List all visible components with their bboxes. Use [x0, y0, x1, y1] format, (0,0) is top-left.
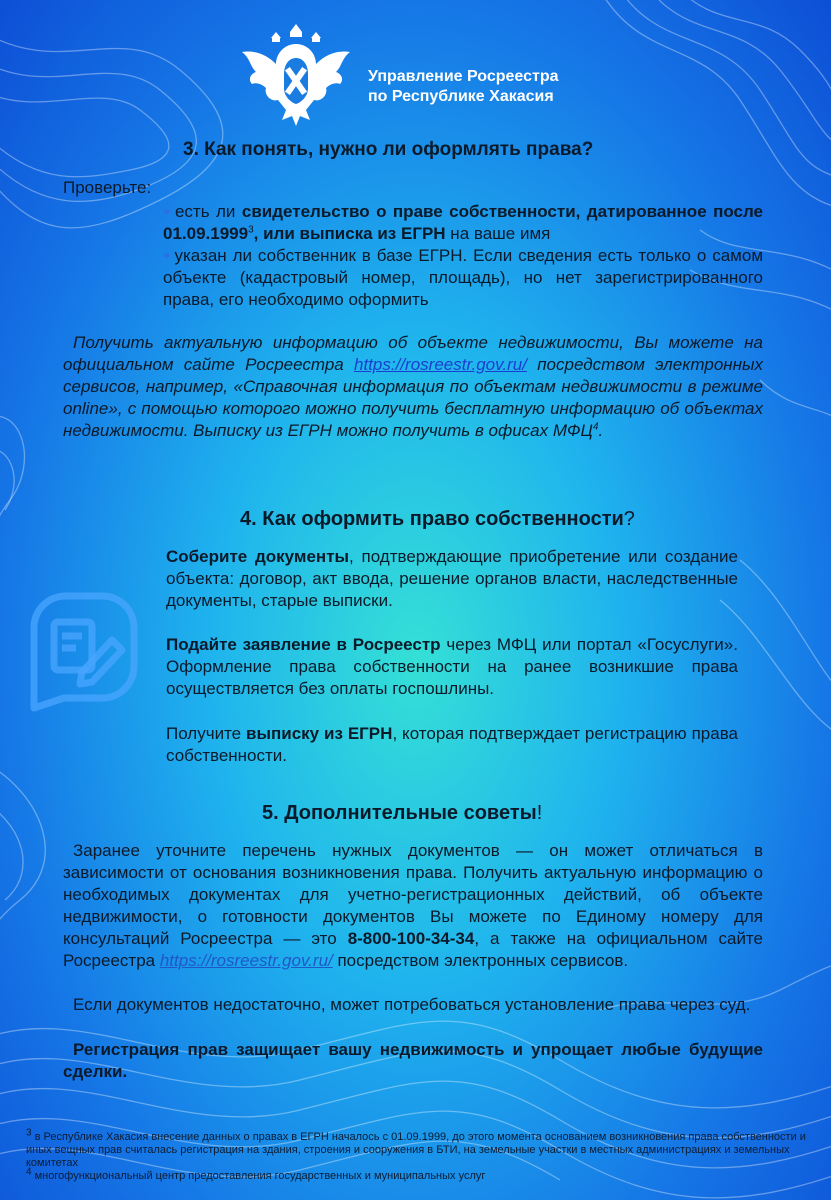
tips-text-start: Заранее уточните перечень нужных документов — он может отличаться в зависимости от основания возникновения права. Получить актуальную информацию о необходимых документах для учетно-регистрационных действий, об объекте недвижимости, о готовности документов Вы можете по Единому номеру для консультаций Росреестра — это	[63, 841, 763, 948]
footnotes	[26, 1127, 808, 1183]
brand-line-1: Управление Росреестра	[368, 68, 559, 85]
bullet-dot-icon	[163, 202, 175, 221]
hotline-phone: 8-800-100-34-34	[347, 929, 475, 948]
footnote-ref-3: 3	[248, 224, 254, 236]
footnote-3-mark: 3	[26, 1127, 32, 1139]
collect-docs-emphasis: Соберите документы	[166, 547, 350, 566]
document-edit-icon	[24, 588, 144, 713]
rosreestr-link-2[interactable]: https://rosreestr.gov.ru/	[159, 951, 333, 970]
bullet-dot-icon	[163, 246, 174, 265]
section-3-title: 3. Как понять, нужно ли оформлять права?	[183, 139, 594, 160]
section-5-title-mark: !	[536, 802, 543, 824]
bullet-1-ending: на ваше имя	[445, 224, 551, 243]
submit-application-emphasis: Подайте заявление в Росреестр	[166, 635, 441, 654]
certificate-emphasis: свидетельство о праве собственности, датированное после 01.09.1999	[163, 202, 763, 243]
tips-text-end: посредством электронных сервисов.	[332, 951, 629, 970]
check-bullet-2	[163, 244, 763, 311]
info-text-start: Получить актуальную информацию об объекте недвижимости, Вы можете на официальном сайте Росреестра	[63, 333, 763, 374]
footnote-ref-4: 4	[592, 421, 599, 433]
submit-application-text: через МФЦ или портал «Госуслуги». Оформление права собственности на ранее возникшие права осуществляется без оплаты госпошлины.	[166, 635, 738, 698]
tips-paragraph-2: Если документов недостаточно, может потребоваться установление права через суд.	[73, 995, 751, 1014]
info-period: .	[598, 421, 604, 440]
collect-docs-text: , подтверждающие приобретение или создание объекта: договор, акт ввода, решение органов власти, наследственные документы, старые выписки.	[166, 547, 739, 610]
get-extract-lead: Получите	[166, 724, 247, 743]
footnote-3-text: в Республике Хакасия внесение данных о правах в ЕГРН началось с 01.09.1999, до этого момента основанием возникновения права собственности и иных вещных прав считалась регистрация на здания, строения и сооружения в БТИ, на земельные участки в местных администрациях и земельных комитетах	[26, 1131, 806, 1169]
check-label: Проверьте:	[63, 178, 152, 197]
tips-paragraph-3: Регистрация прав защищает вашу недвижимость и упрощает любые будущие сделки.	[63, 1040, 763, 1081]
section-5-title	[262, 802, 542, 825]
footnote-4-text: многофункциональный центр предоставления государственных и муниципальных услуг	[31, 1170, 486, 1182]
footnote-4-mark: 4	[26, 1166, 32, 1178]
tips-text-mid: , а также на официальном сайте Росреестра	[63, 929, 763, 970]
submit-application-paragraph	[166, 634, 738, 700]
bullet-1-text: есть ли	[174, 202, 242, 221]
bullet-2-text: указан ли собственник в базе ЕГРН. Если сведения есть только о самом объекте (кадастровый номер, площадь), но нет зарегистрированного права, его необходимо оформить	[163, 246, 764, 309]
section-4-title-mark: ?	[623, 508, 635, 530]
get-extract-paragraph	[166, 723, 738, 767]
section-5-title-text: 5. Дополнительные советы	[262, 802, 537, 824]
info-paragraph	[63, 332, 763, 442]
section-4-title	[240, 508, 635, 531]
double-headed-eagle-emblem	[236, 14, 356, 134]
check-bullet-1	[163, 200, 763, 245]
tips-paragraph-1	[63, 840, 763, 972]
rosreestr-link[interactable]: https://rosreestr.gov.ru/	[354, 355, 527, 374]
brand-name	[368, 67, 559, 107]
get-extract-emphasis: выписку из ЕГРН	[246, 724, 393, 743]
get-extract-text: , которая подтверждает регистрацию права собственности.	[166, 724, 738, 765]
info-text-end: посредством электронных сервисов, например, «Справочная информация по объектам недвижимости в режиме online», с помощью которого можно получить бесплатную информацию об объектах недвижимости. Выписку из ЕГРН можно получить в офисах МФЦ	[63, 355, 764, 440]
egrn-extract-emphasis: выписка из ЕГРН	[299, 224, 446, 243]
section-4-title-text: 4. Как оформить право собственности	[240, 508, 624, 530]
footnote-3	[26, 1127, 808, 1170]
bullet-1-comma: , или	[253, 224, 300, 243]
collect-docs-paragraph	[166, 546, 738, 612]
footnote-4	[26, 1166, 808, 1183]
brand-line-2: по Республике Хакасия	[368, 88, 554, 105]
